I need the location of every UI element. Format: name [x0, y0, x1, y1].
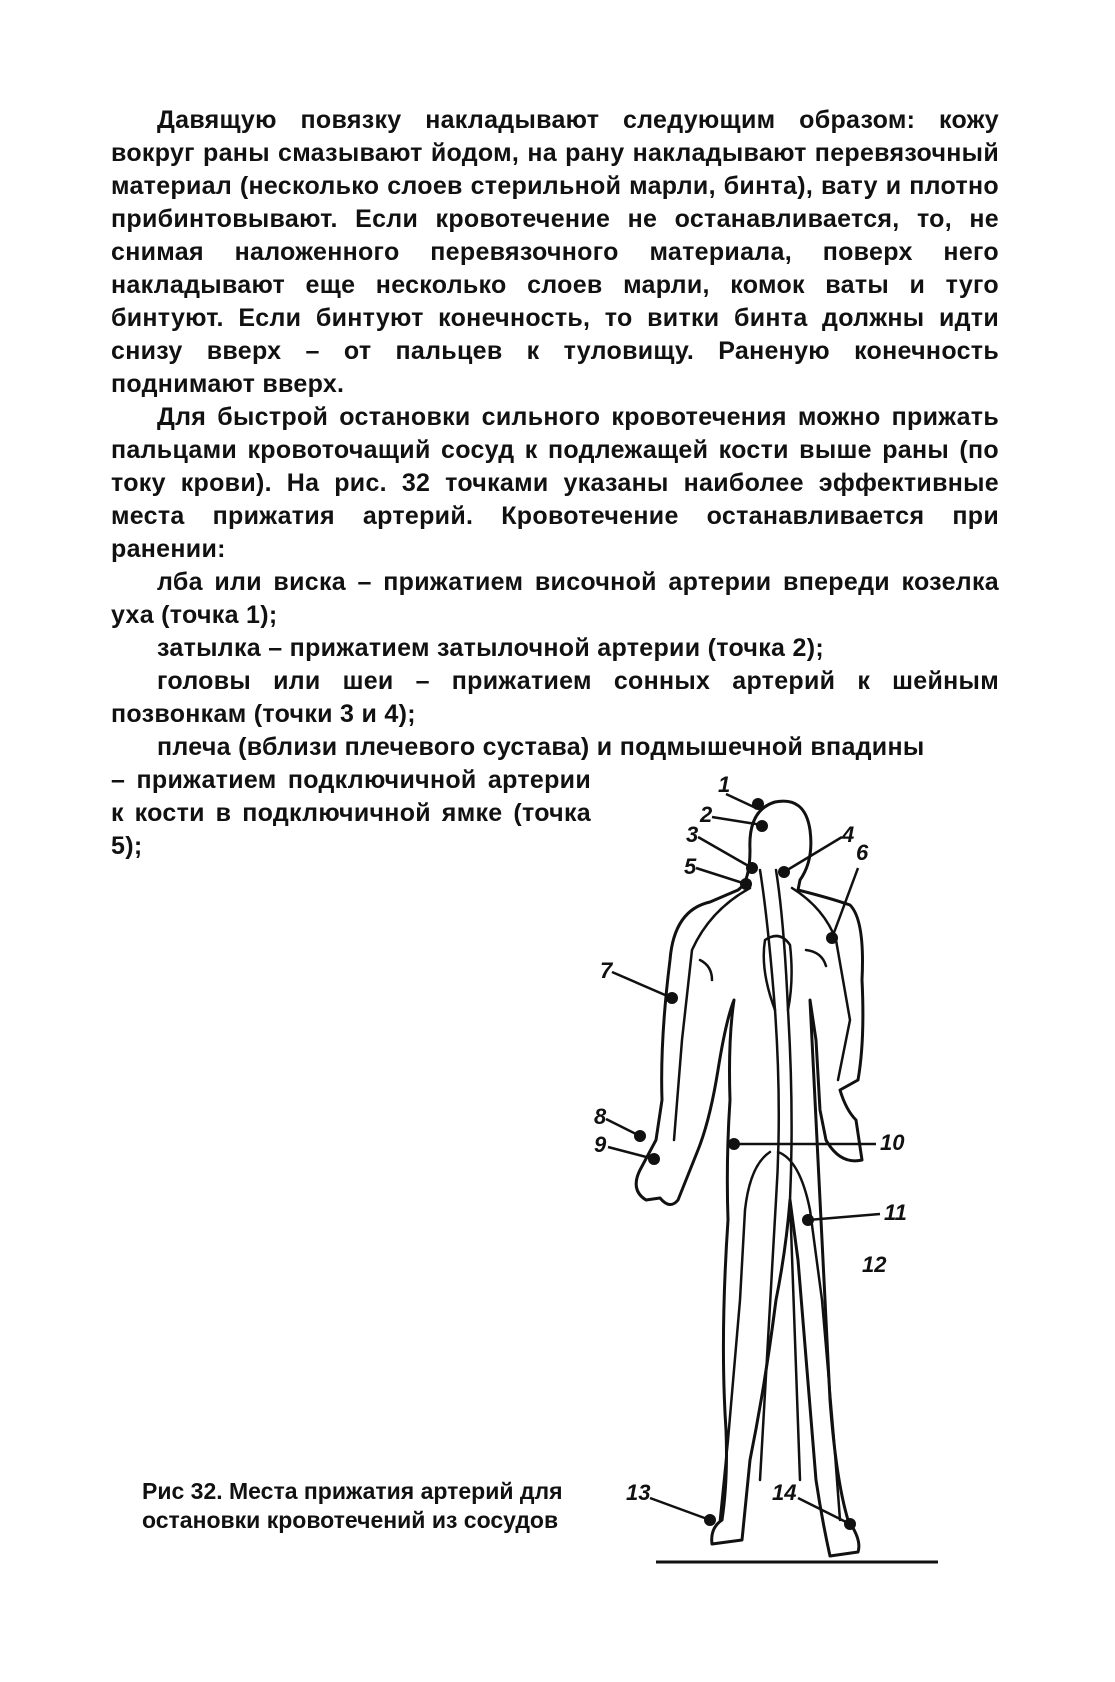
label-2: 2 — [700, 802, 713, 827]
label-4: 4 — [842, 822, 855, 847]
label-14: 14 — [772, 1480, 797, 1505]
artery-pressure-figure — [594, 772, 1020, 1650]
paragraph-point-2: затылка – прижатием затылочной артерии (точка 2); — [157, 634, 824, 662]
figure-caption: Рис 32. Места прижатия артерий для остановки кровотечений из сосудов — [142, 1478, 563, 1533]
label-11: 11 — [884, 1200, 907, 1225]
label-5: 5 — [684, 854, 697, 879]
label-9: 9 — [594, 1132, 607, 1157]
label-3: 3 — [686, 822, 699, 847]
label-8: 8 — [594, 1104, 607, 1129]
human-body-diagram — [594, 772, 1020, 1650]
body-text — [111, 104, 999, 863]
paragraph-point-5: – прижатием подключичной артерии к кости в подключичной ямке (точка 5); — [111, 766, 591, 860]
label-10: 10 — [880, 1130, 905, 1155]
pressure-points — [634, 798, 856, 1530]
paragraph-shoulder: плеча (вблизи плечевого сустава) и подмышечной впадины — [157, 733, 925, 761]
paragraph-point-1: лба или виска – прижатием височной артерии впереди козелка уха (точка 1); — [111, 568, 999, 629]
label-12: 12 — [862, 1252, 887, 1277]
label-6: 6 — [856, 840, 869, 865]
label-7: 7 — [600, 958, 613, 983]
label-13: 13 — [626, 1480, 651, 1505]
label-1: 1 — [718, 772, 731, 797]
paragraph-points-3-4: головы или шеи – прижатием сонных артерий к шейным позвонкам (точки 3 и 4); — [111, 667, 999, 728]
paragraph-artery-pressing: Для быстрой остановки сильного кровотечения можно прижать пальцами кровоточащий сосуд к подлежащей кости выше раны (по току крови). На рис. 32 точками указаны наиболее эффективные места прижатия артерий. Кровотечение останавливается при ранении: — [111, 403, 999, 563]
paragraph-pressure-bandage: Давящую повязку накладывают следующим образом: кожу вокруг раны смазывают йодом, на рану накладывают перевязочный материал (несколько слоев стерильной марли, бинта), вату и плотно прибинтовывают. Если кровотечение не останавливается, то, не снимая наложенного перевязочного материала, поверх него накладывают еще несколько слоев марли, комок ваты и туго бинтуют. Если бинтуют конечность, то витки бинта должны идти снизу вверх – от пальцев к туловищу. Раненую конечность поднимают вверх. — [111, 106, 999, 398]
body-outline — [636, 801, 863, 1556]
